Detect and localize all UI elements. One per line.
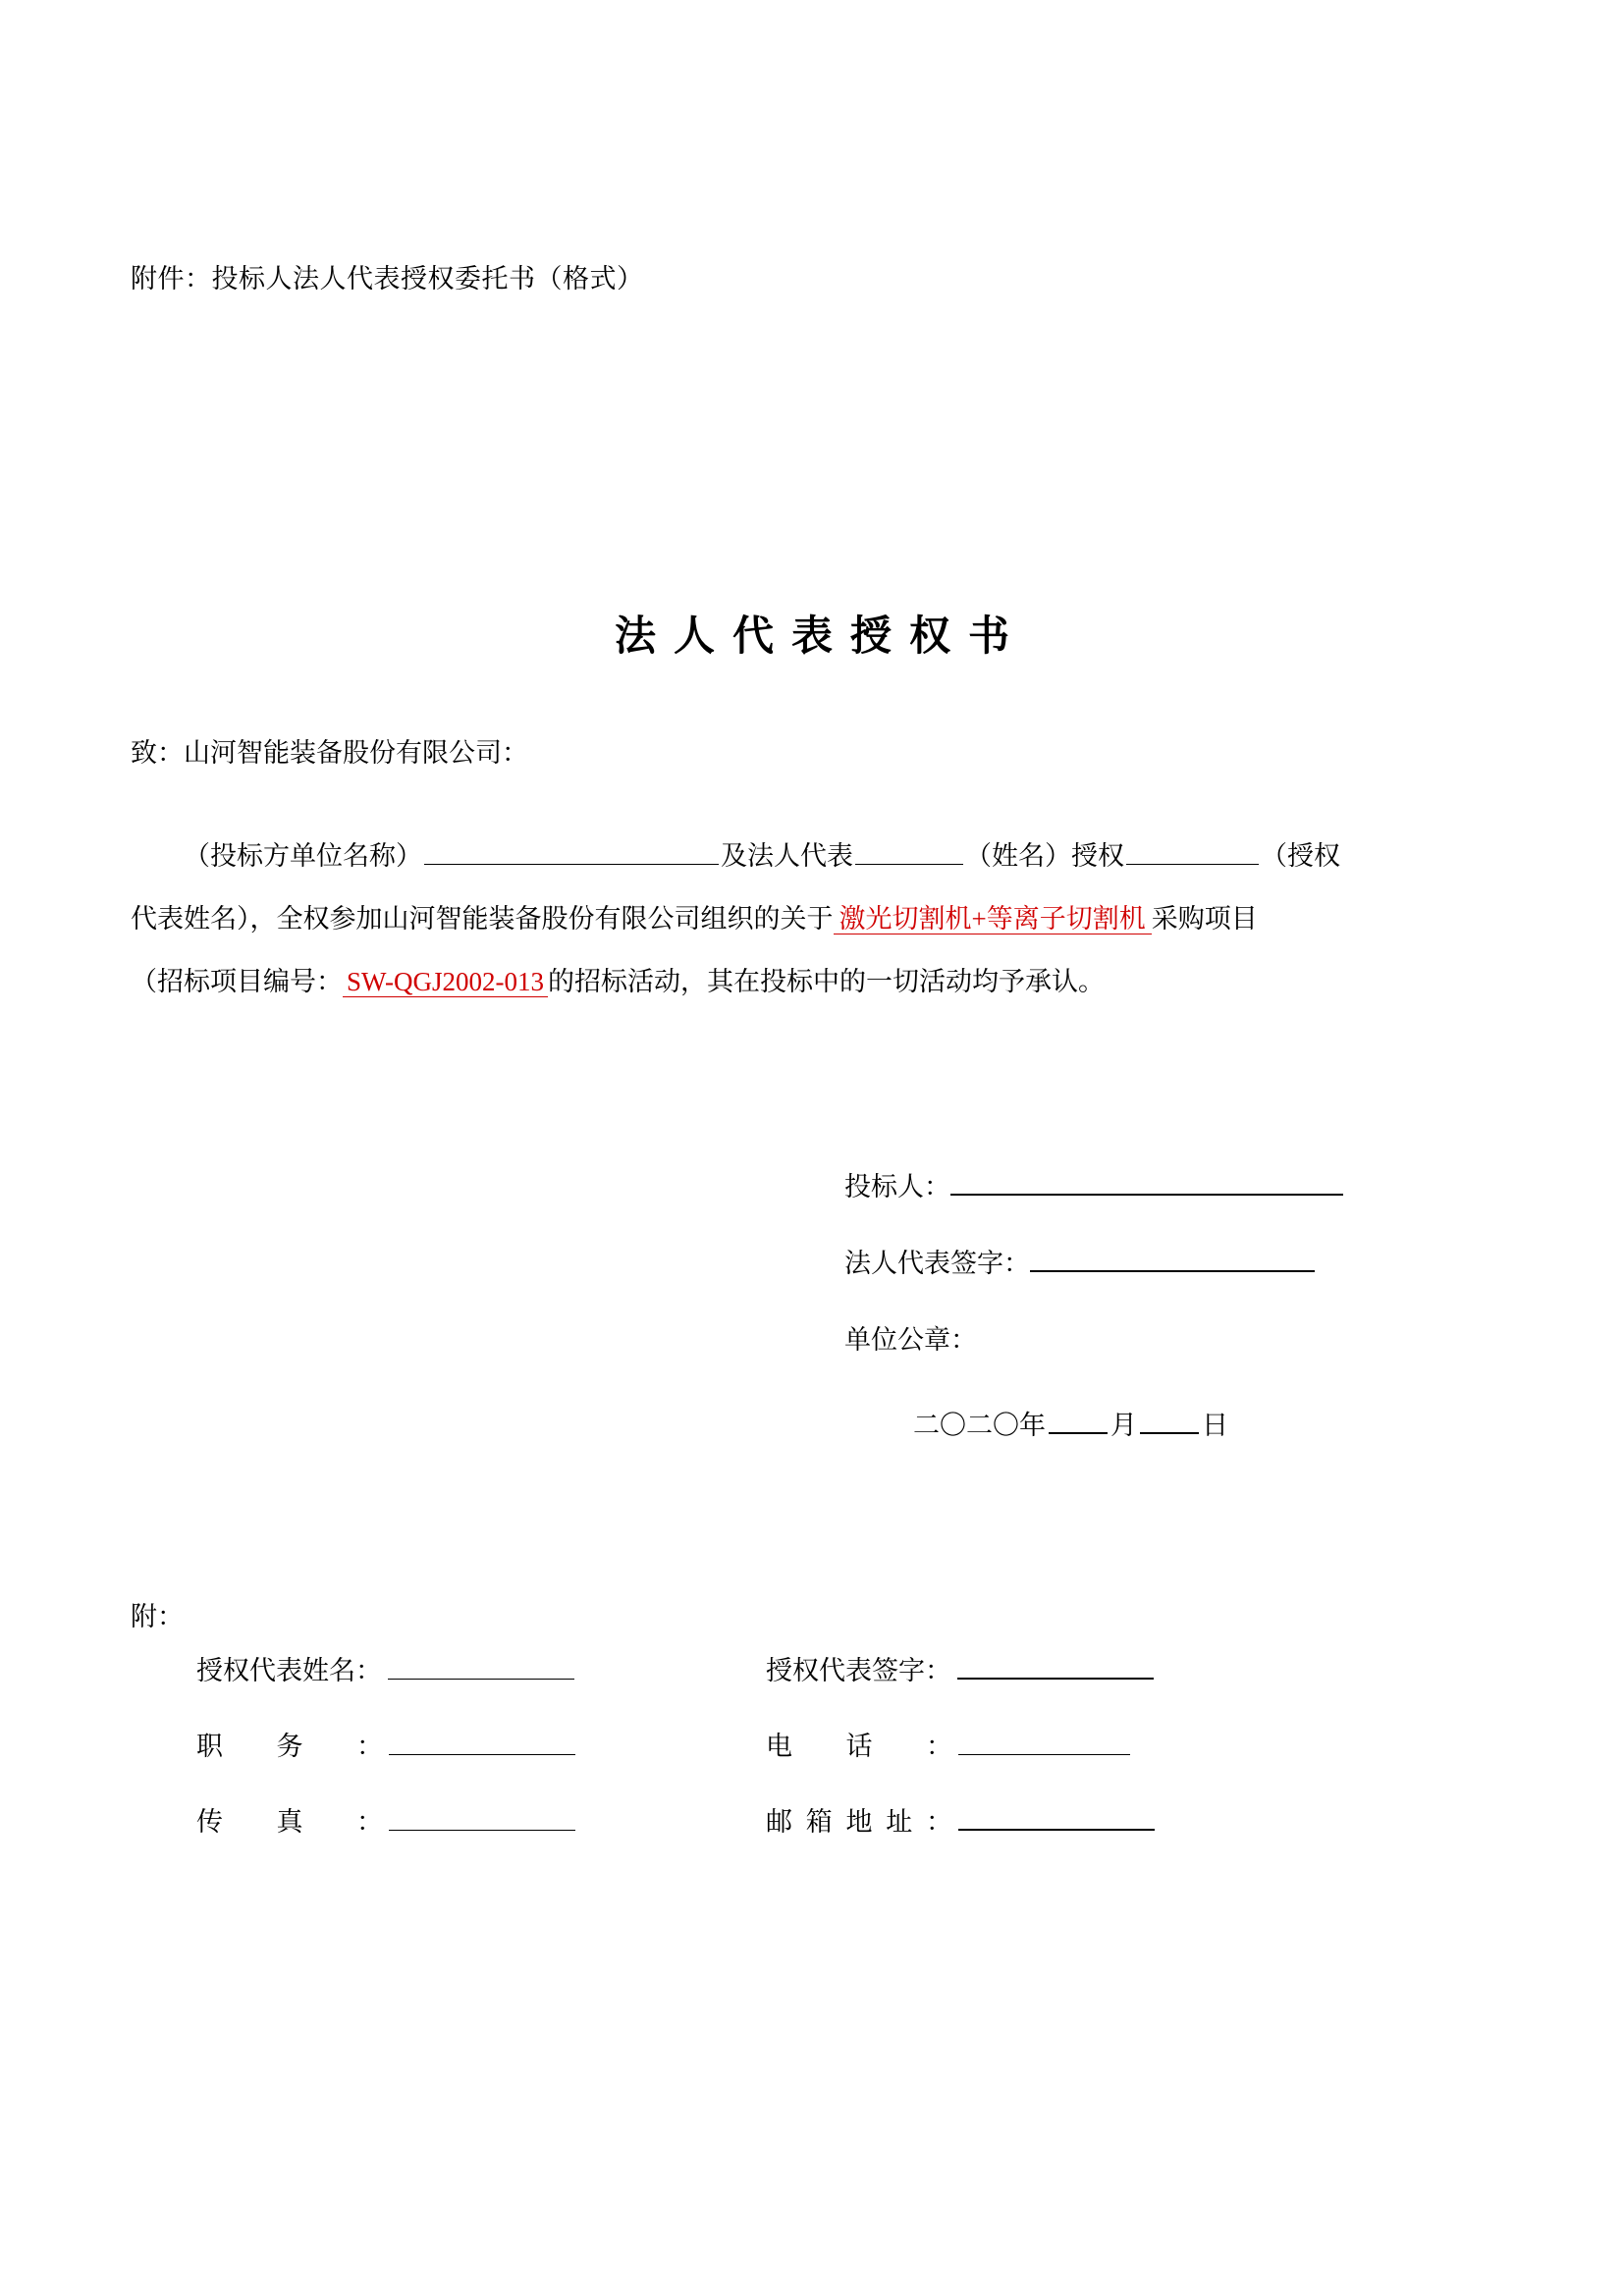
body-line-1-name-label: （姓名）授权 <box>965 841 1124 871</box>
table-row <box>196 1800 1453 1876</box>
company-seal-row <box>844 1302 1343 1378</box>
company-seal-label: 单位公章： <box>844 1325 977 1355</box>
appendix-phone-blank[interactable] <box>958 1729 1130 1755</box>
legal-rep-label: 法人代表签字： <box>844 1249 1030 1278</box>
appendix-cell-rep-signature <box>766 1649 1453 1725</box>
bidder-row <box>844 1148 1343 1225</box>
appendix-cell-email <box>766 1800 1453 1876</box>
body-paragraph <box>131 825 1495 1013</box>
attachment-note: 附件：投标人法人代表授权委托书（格式） <box>131 264 644 294</box>
legal-rep-row <box>844 1225 1343 1302</box>
appendix-phone-label: 电话： <box>766 1732 952 1761</box>
table-row <box>196 1725 1453 1800</box>
bidder-company-blank[interactable] <box>424 834 719 865</box>
authorized-rep-blank[interactable] <box>1126 834 1259 865</box>
appendix-position-blank[interactable] <box>389 1729 575 1755</box>
project-code-value[interactable]: SW-QGJ2002-013 <box>343 967 548 997</box>
appendix-label: 附： <box>131 1602 184 1631</box>
addressee-line: 致：山河智能装备股份有限公司： <box>131 738 528 768</box>
project-name-value[interactable]: 激光切割机+等离子切割机 <box>834 904 1152 934</box>
body-line-2 <box>131 887 1495 950</box>
appendix-rep-signature-label: 授权代表签字： <box>766 1656 951 1685</box>
appendix-cell-position <box>196 1725 766 1800</box>
signature-block <box>844 1148 1343 1378</box>
table-row <box>196 1649 1453 1725</box>
date-month-unit: 月 <box>1110 1411 1137 1440</box>
body-line-2-suffix: 采购项目 <box>1151 904 1258 934</box>
date-year-label: 二〇二〇年 <box>913 1411 1046 1440</box>
body-line-3 <box>131 950 1495 1013</box>
bidder-signature-line[interactable] <box>950 1172 1343 1196</box>
appendix-email-blank[interactable] <box>958 1803 1155 1831</box>
appendix-fax-label: 传真： <box>196 1807 383 1837</box>
legal-rep-name-blank[interactable] <box>855 834 963 865</box>
appendix-email-label: 邮箱地址： <box>766 1807 952 1837</box>
body-line-1-prefix: （投标方单位名称） <box>184 841 422 871</box>
body-line-1 <box>131 825 1495 887</box>
appendix-position-label: 职务： <box>196 1732 383 1761</box>
appendix-rep-name-blank[interactable] <box>388 1653 574 1680</box>
date-day-blank[interactable] <box>1140 1411 1199 1434</box>
body-line-3-prefix: （招标项目编号： <box>131 967 343 996</box>
bidder-label: 投标人： <box>844 1172 950 1201</box>
appendix-cell-rep-name <box>196 1649 766 1725</box>
body-line-3-suffix: 的招标活动，其在投标中的一切活动均予承认。 <box>548 967 1105 996</box>
appendix-cell-phone <box>766 1725 1453 1800</box>
body-line-2-prefix: 代表姓名），全权参加山河智能装备股份有限公司组织的关于 <box>131 904 834 934</box>
date-row <box>913 1404 1228 1442</box>
body-line-1-suffix: （授权 <box>1261 841 1340 871</box>
appendix-rep-name-label: 授权代表姓名： <box>196 1656 382 1685</box>
page-title: 法人代表授权书 <box>614 613 1027 659</box>
date-month-blank[interactable] <box>1049 1411 1108 1434</box>
appendix-cell-fax <box>196 1800 766 1876</box>
legal-rep-signature-line[interactable] <box>1030 1249 1315 1272</box>
appendix-table <box>196 1649 1453 1876</box>
appendix-rep-signature-blank[interactable] <box>957 1652 1154 1680</box>
date-day-unit: 日 <box>1202 1411 1228 1440</box>
body-line-1-mid: 及法人代表 <box>721 841 853 871</box>
appendix-fax-blank[interactable] <box>389 1804 575 1831</box>
